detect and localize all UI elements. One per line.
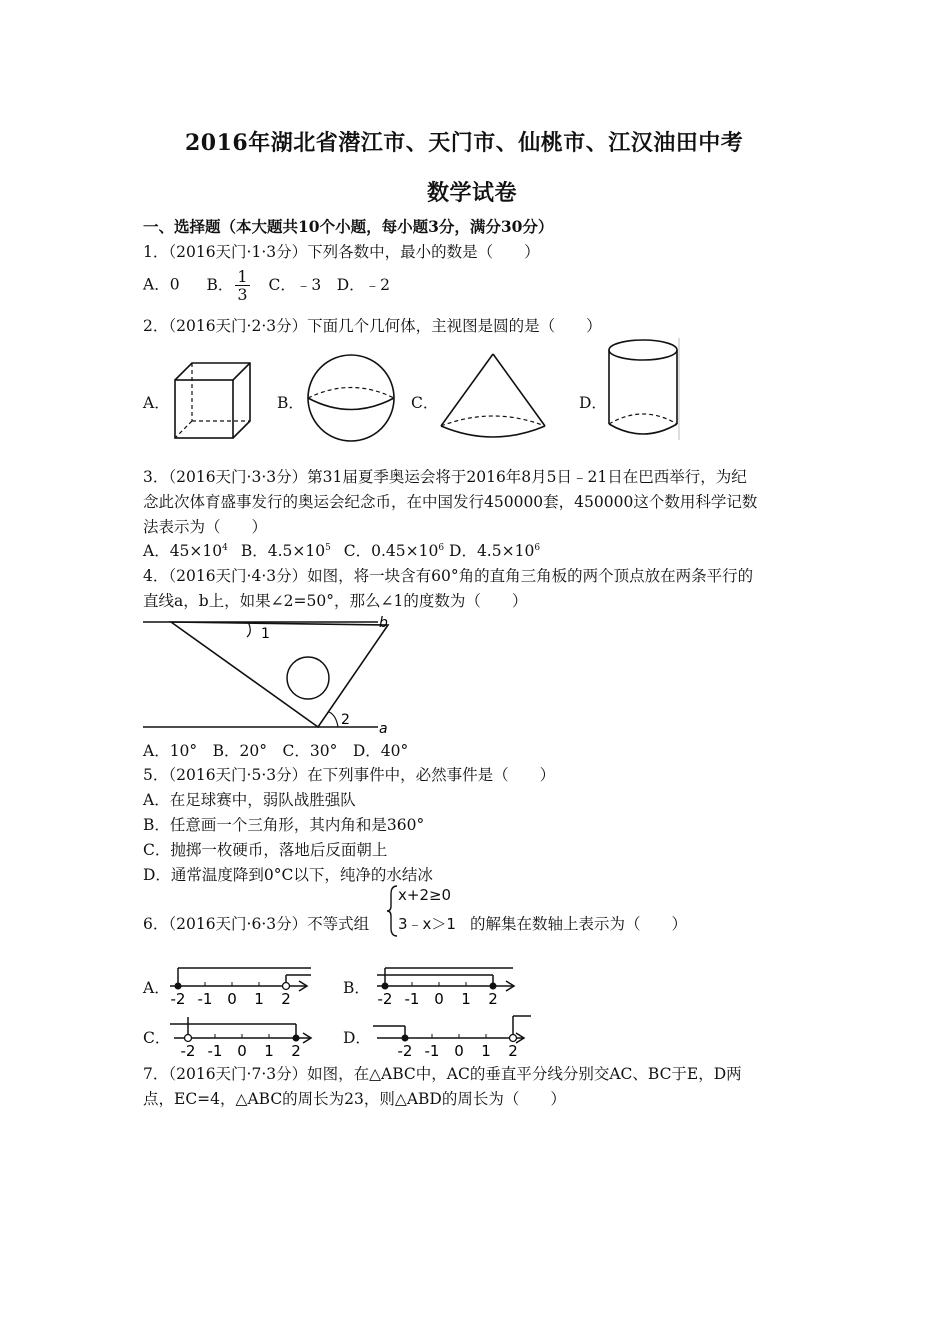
question-1-options xyxy=(143,268,390,303)
tick-label: 2 xyxy=(281,990,291,1008)
number-line-b xyxy=(373,962,523,1008)
question-3-line1: 3．（2016天门·3·3分）第31届夏季奥运会将于2016年8月5日﹣21日在巴西举行，为纪 xyxy=(143,468,747,486)
tick-label: 2 xyxy=(291,1042,301,1058)
q6-option-a: A． xyxy=(143,979,170,997)
q1-option-b-label: B． xyxy=(206,275,234,294)
question-7-line1: 7．（2016天门·7·3分）如图，在△ABC中，AC的垂直平分线分别交AC、BC于E，D两 xyxy=(143,1065,742,1083)
inequality-1: x+2≥0 xyxy=(398,886,452,904)
q6-option-b: B． xyxy=(343,979,370,997)
number-line-c xyxy=(170,1012,320,1058)
tick-label: 1 xyxy=(254,990,264,1008)
q3-option-c: C．0.45×10 xyxy=(343,542,439,560)
fraction-numerator: 1 xyxy=(237,267,248,286)
q6-option-d: D． xyxy=(343,1029,371,1047)
number-line-d xyxy=(373,1012,533,1058)
tick-label: 2 xyxy=(508,1042,518,1058)
inequality-system xyxy=(385,884,467,938)
q1-option-a: A．0 xyxy=(143,275,180,294)
tick-label: -1 xyxy=(207,1042,223,1058)
triangle-hole xyxy=(287,657,329,699)
q3-option-d: D．4.5×10 xyxy=(449,542,535,560)
number-line-a xyxy=(166,962,316,1008)
q3-option-a: A．45×10 xyxy=(143,542,223,560)
q2-option-c: C． xyxy=(411,394,439,412)
tick-label: -2 xyxy=(397,1042,413,1058)
q3-c-exponent: 6 xyxy=(438,543,445,553)
question-2-stem: 2．（2016天门·2·3分）下面几个几何体，主视图是圆的是（ ） xyxy=(143,317,602,335)
question-6-stem-pre: 6．（2016天门·6·3分）不等式组 xyxy=(143,915,370,933)
exam-subtitle: 数学试卷 xyxy=(427,180,518,206)
label-angle-1: 1 xyxy=(261,626,270,642)
fraction-denominator: 3 xyxy=(237,285,248,304)
question-4-line2: 直线a，b上，如果∠2=50°，那么∠1的度数为（ ） xyxy=(143,592,528,610)
triangle xyxy=(171,622,388,727)
cylinder-figure xyxy=(605,336,683,442)
q5-option-d: D．通常温度降到0°C以下，纯净的水结冰 xyxy=(143,866,433,884)
q5-option-c: C．抛掷一枚硬币，落地后反面朝上 xyxy=(143,841,388,859)
tick-label: 1 xyxy=(481,1042,491,1058)
label-b: b xyxy=(379,615,388,631)
question-5-stem: 5．（2016天门·5·3分）在下列事件中，必然事件是（ ） xyxy=(143,766,556,784)
tick-label: 0 xyxy=(434,990,444,1008)
question-3-options xyxy=(143,541,540,561)
q1-option-cd: C．﹣3 D．﹣2 xyxy=(268,275,391,294)
parallel-lines-triangle-figure xyxy=(143,612,393,737)
question-1-stem: 1．（2016天门·1·3分）下列各数中，最小的数是（ ） xyxy=(143,243,540,261)
tick-label: 1 xyxy=(264,1042,274,1058)
question-3-line3: 法表示为（ ） xyxy=(143,518,268,536)
q2-option-d: D． xyxy=(579,394,607,412)
q5-option-b: B．任意画一个三角形，其内角和是360° xyxy=(143,816,425,834)
question-3-line2: 念此次体育盛事发行的奥运会纪念币，在中国发行450000套，450000这个数用科学记数 xyxy=(143,493,758,511)
q6-option-c: C． xyxy=(143,1029,171,1047)
question-4-options: A．10° B．20° C．30° D．40° xyxy=(143,742,409,760)
question-6-stem-post: 的解集在数轴上表示为（ ） xyxy=(470,915,688,933)
label-angle-2: 2 xyxy=(341,712,350,728)
tick-label: 0 xyxy=(237,1042,247,1058)
question-4-line1: 4．（2016天门·4·3分）如图，将一块含有60°角的直角三角板的两个顶点放在两条平行的 xyxy=(143,567,754,585)
tick-label: 2 xyxy=(488,990,498,1008)
q3-b-exponent: 5 xyxy=(325,543,331,553)
tick-label: 0 xyxy=(227,990,237,1008)
label-a: a xyxy=(379,721,388,737)
question-7-line2: 点，EC=4，△ABC的周长为23，则△ABD的周长为（ ） xyxy=(143,1090,566,1108)
exam-title: 2016年湖北省潜江市、天门市、仙桃市、江汉油田中考 xyxy=(185,130,744,156)
q3-option-b: B．4.5×10 xyxy=(240,542,326,560)
tick-label: 1 xyxy=(461,990,471,1008)
tick-label: 0 xyxy=(454,1042,464,1058)
q2-option-b: B． xyxy=(277,394,304,412)
q3-d-exponent: 6 xyxy=(534,543,541,553)
q1-fraction xyxy=(235,268,249,303)
sphere-figure xyxy=(303,353,399,443)
tick-label: -1 xyxy=(404,990,420,1008)
brace-icon xyxy=(385,884,399,938)
q5-option-a: A．在足球赛中，弱队战胜强队 xyxy=(143,791,356,809)
tick-label: -2 xyxy=(377,990,393,1008)
tick-label: -2 xyxy=(170,990,186,1008)
cube-figure xyxy=(170,360,255,442)
q3-a-exponent: 4 xyxy=(222,543,228,553)
inequality-2: 3﹣x＞1 xyxy=(398,915,456,933)
tick-label: -1 xyxy=(424,1042,440,1058)
tick-label: -1 xyxy=(197,990,213,1008)
tick-label: -2 xyxy=(180,1042,196,1058)
q2-option-a: A． xyxy=(143,394,170,412)
section-heading: 一、选择题（本大题共10个小题，每小题3分，满分30分） xyxy=(143,217,554,236)
cone-figure xyxy=(437,350,549,442)
